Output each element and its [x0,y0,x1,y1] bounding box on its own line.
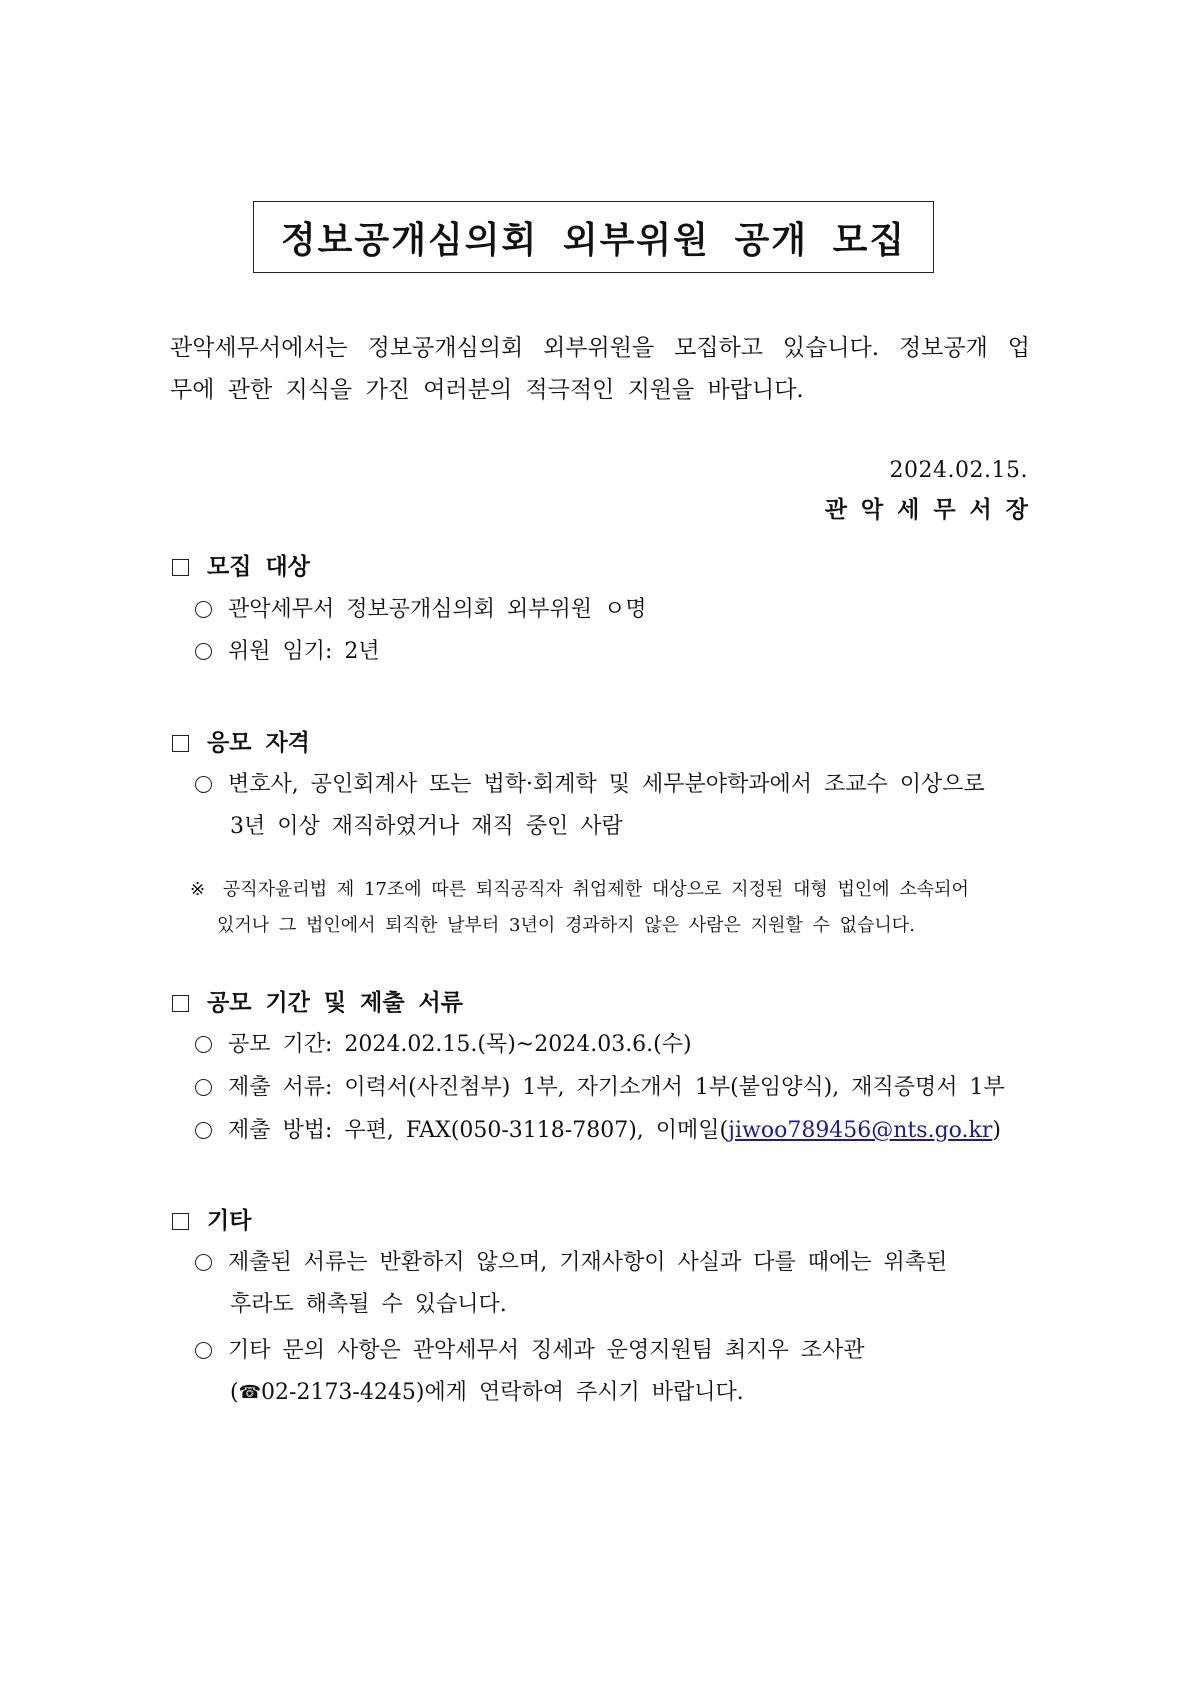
circle-bullet-icon [195,601,212,618]
list-item [195,589,1035,631]
section-heading-label: 모집 대상 [207,554,310,580]
list-item-text: 위원 임기: 2년 [228,639,380,664]
phone-number: 02-2173-4245 [261,1380,416,1405]
title-box [253,201,934,273]
list-item [195,764,1035,848]
circle-bullet-icon [195,1079,212,1096]
list-item [195,1242,1035,1326]
list-item-text: 기타 문의 사항은 관악세무서 징세과 운영지원팀 최지우 조사관 [228,1338,865,1363]
eligibility-note [190,872,1040,944]
note-continuation: 있거나 그 법인에서 퇴직한 날부터 3년이 경과하지 않은 사람은 지원할 수 없습니다. [217,915,915,936]
section-heading-label: 기타 [207,1208,252,1234]
section-heading-label: 공모 기간 및 제출 서류 [207,990,463,1016]
signer: 관악세무서장 [824,497,1042,523]
list-item-text: 관악세무서 정보공개심의회 외부위원 ㅇ명 [228,597,647,622]
circle-bullet-icon [195,776,212,793]
note-text: 공직자윤리법 제 17조에 따른 퇴직공직자 취업제한 대상으로 지정된 대형 법인에 소속되어 [222,879,969,900]
list-item-continuation [195,1372,1035,1415]
section-heading-period-docs [170,985,463,1021]
list-item-text: 제출된 서류는 반환하지 않으며, 기재사항이 사실과 다를 때에는 위촉된 [228,1250,948,1275]
intro-paragraph [170,327,1030,411]
submission-method-prefix: 제출 방법: 우편, FAX(050-3118-7807), 이메일( [228,1118,729,1143]
list-item-text: 변호사, 공인회계사 또는 법학·회계학 및 세무분야학과에서 조교수 이상으로 [228,772,985,797]
list-item [195,1330,1035,1415]
list-item-continuation: 3년 이상 재직하였거나 재직 중인 사람 [230,814,623,839]
list-item [195,631,1035,673]
circle-bullet-icon [195,1122,212,1139]
square-bullet-icon [172,1213,189,1230]
circle-bullet-icon [195,1036,212,1053]
list-item [195,1024,1035,1066]
square-bullet-icon [172,995,189,1012]
paren-open: ( [230,1380,239,1405]
intro-line-1: 관악세무서에서는 정보공개심의회 외부위원을 모집하고 있습니다. 정보공개 업 [170,335,1030,361]
submission-method-suffix: ) [992,1118,1001,1143]
list-item [195,1067,1035,1109]
square-bullet-icon [172,559,189,576]
intro-line-2: 무에 관한 지식을 가진 여러분의 적극적인 지원을 바랍니다. [170,377,804,403]
list-item-text: 공모 기간: 2024.02.15.(목)~2024.03.6.(수) [228,1032,692,1057]
list-item [195,1110,1035,1152]
list-item-continuation: 후라도 해촉될 수 있습니다. [230,1292,507,1317]
section-heading-label: 응모 자격 [207,730,310,756]
notice-date: 2024.02.15. [889,458,1028,483]
email-link[interactable]: jiwoo789456@nts.go.kr [728,1118,993,1143]
section-heading-qualification [170,725,310,761]
phone-icon: ☎ [238,1382,262,1403]
circle-bullet-icon [195,1342,212,1359]
circle-bullet-icon [195,643,212,660]
section-heading-recruit-target [170,549,310,585]
reference-mark-icon: ※ [190,879,206,900]
contact-text: )에게 연락하여 주시기 바랍니다. [415,1380,744,1405]
page-title: 정보공개심의회 외부위원 공개 모집 [280,219,907,261]
circle-bullet-icon [195,1254,212,1271]
square-bullet-icon [172,735,189,752]
list-item-text: 제출 서류: 이력서(사진첨부) 1부, 자기소개서 1부(붙임양식), 재직증명서 1부 [228,1075,1005,1100]
section-heading-etc [170,1203,251,1239]
